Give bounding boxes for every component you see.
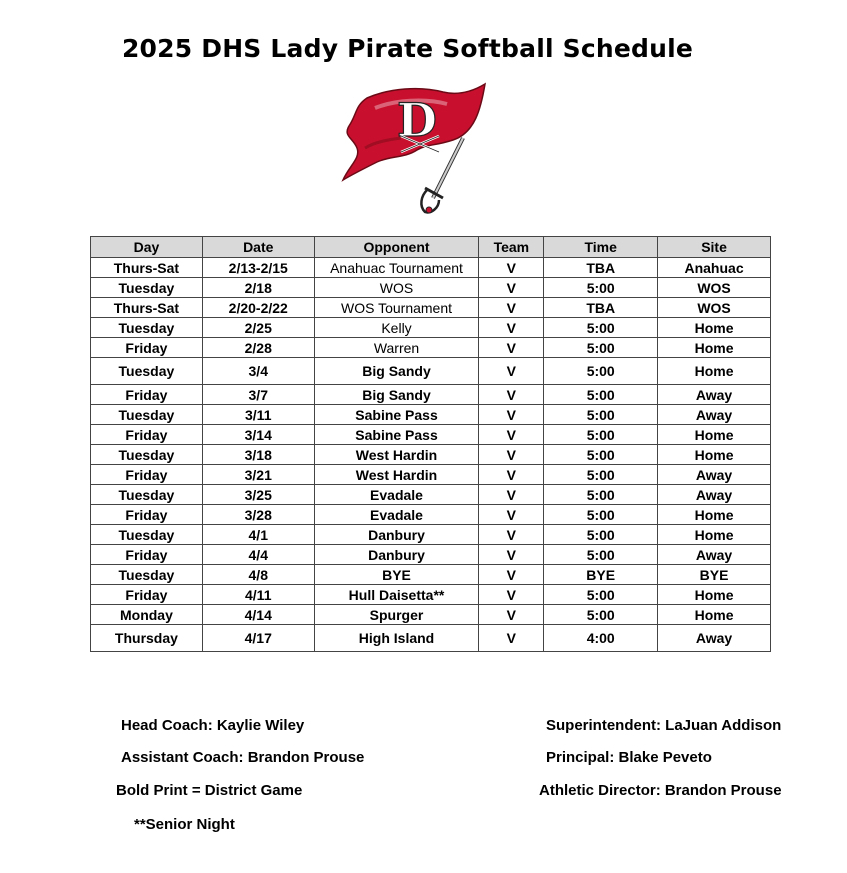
cell-day: Thurs-Sat bbox=[91, 258, 203, 278]
table-row bbox=[91, 405, 771, 425]
cell-site: Anahuac bbox=[658, 258, 771, 278]
table-row bbox=[91, 505, 771, 525]
cell-site: Home bbox=[658, 525, 771, 545]
flag-letter: D bbox=[397, 93, 437, 147]
cell-opponent: Danbury bbox=[314, 525, 479, 545]
cell-opponent: BYE bbox=[314, 565, 479, 585]
cell-day: Tuesday bbox=[91, 525, 203, 545]
cell-date: 3/25 bbox=[202, 485, 314, 505]
table-row bbox=[91, 525, 771, 545]
cell-day: Friday bbox=[91, 585, 203, 605]
cell-time: BYE bbox=[544, 565, 658, 585]
cell-site: Away bbox=[658, 485, 771, 505]
cell-site: Home bbox=[658, 358, 771, 385]
cell-day: Tuesday bbox=[91, 565, 203, 585]
cell-opponent: Spurger bbox=[314, 605, 479, 625]
cell-opponent: Evadale bbox=[314, 505, 479, 525]
table-row bbox=[91, 605, 771, 625]
cell-team: V bbox=[479, 278, 544, 298]
cell-time: 4:00 bbox=[544, 625, 658, 652]
cell-team: V bbox=[479, 358, 544, 385]
cell-site: Away bbox=[658, 625, 771, 652]
table-row bbox=[91, 545, 771, 565]
cell-time: 5:00 bbox=[544, 505, 658, 525]
cell-team: V bbox=[479, 485, 544, 505]
cell-time: 5:00 bbox=[544, 545, 658, 565]
cell-day: Tuesday bbox=[91, 445, 203, 465]
table-row bbox=[91, 318, 771, 338]
cell-date: 2/20-2/22 bbox=[202, 298, 314, 318]
cell-site: Away bbox=[658, 405, 771, 425]
cell-opponent: Evadale bbox=[314, 485, 479, 505]
cell-time: 5:00 bbox=[544, 405, 658, 425]
cell-site: Home bbox=[658, 318, 771, 338]
cell-date: 2/25 bbox=[202, 318, 314, 338]
head-coach: Head Coach: Kaylie Wiley bbox=[121, 717, 305, 734]
cell-team: V bbox=[479, 565, 544, 585]
cell-site: Home bbox=[658, 425, 771, 445]
cell-team: V bbox=[479, 445, 544, 465]
cell-team: V bbox=[479, 385, 544, 405]
cell-date: 3/14 bbox=[202, 425, 314, 445]
cell-site: Away bbox=[658, 385, 771, 405]
cell-team: V bbox=[479, 258, 544, 278]
cell-time: 5:00 bbox=[544, 585, 658, 605]
table-row bbox=[91, 465, 771, 485]
district-legend: Bold Print = District Game bbox=[116, 782, 303, 799]
cell-team: V bbox=[479, 585, 544, 605]
table-row bbox=[91, 565, 771, 585]
cell-opponent: West Hardin bbox=[314, 465, 479, 485]
cell-date: 4/4 bbox=[202, 545, 314, 565]
table-row bbox=[91, 338, 771, 358]
pirate-flag-logo bbox=[335, 78, 495, 218]
cell-team: V bbox=[479, 625, 544, 652]
header-opponent: Opponent bbox=[314, 237, 479, 258]
cell-day: Tuesday bbox=[91, 485, 203, 505]
cell-opponent: High Island bbox=[314, 625, 479, 652]
cell-day: Tuesday bbox=[91, 278, 203, 298]
cell-site: Home bbox=[658, 505, 771, 525]
cell-opponent: Sabine Pass bbox=[314, 425, 479, 445]
cell-team: V bbox=[479, 425, 544, 445]
cell-date: 2/13-2/15 bbox=[202, 258, 314, 278]
cell-time: TBA bbox=[544, 258, 658, 278]
cell-team: V bbox=[479, 525, 544, 545]
cell-date: 4/17 bbox=[202, 625, 314, 652]
table-row bbox=[91, 485, 771, 505]
cell-date: 2/18 bbox=[202, 278, 314, 298]
cell-time: 5:00 bbox=[544, 465, 658, 485]
cell-date: 3/4 bbox=[202, 358, 314, 385]
cell-site: WOS bbox=[658, 298, 771, 318]
cell-opponent: WOS bbox=[314, 278, 479, 298]
cell-day: Friday bbox=[91, 425, 203, 445]
cell-team: V bbox=[479, 298, 544, 318]
athletic-director: Athletic Director: Brandon Prouse bbox=[539, 782, 782, 799]
cell-team: V bbox=[479, 505, 544, 525]
cell-site: Home bbox=[658, 605, 771, 625]
cell-team: V bbox=[479, 405, 544, 425]
cell-time: 5:00 bbox=[544, 358, 658, 385]
cell-time: 5:00 bbox=[544, 445, 658, 465]
cell-time: 5:00 bbox=[544, 278, 658, 298]
cell-day: Tuesday bbox=[91, 318, 203, 338]
cell-team: V bbox=[479, 338, 544, 358]
superintendent: Superintendent: LaJuan Addison bbox=[546, 717, 782, 734]
table-row bbox=[91, 585, 771, 605]
cell-day: Friday bbox=[91, 385, 203, 405]
cell-opponent: Kelly bbox=[314, 318, 479, 338]
cell-day: Tuesday bbox=[91, 358, 203, 385]
cell-day: Friday bbox=[91, 505, 203, 525]
cell-time: TBA bbox=[544, 298, 658, 318]
table-row bbox=[91, 425, 771, 445]
senior-night-note: **Senior Night bbox=[134, 816, 235, 833]
cell-opponent: Big Sandy bbox=[314, 358, 479, 385]
header-site: Site bbox=[658, 237, 771, 258]
cell-day: Thurs-Sat bbox=[91, 298, 203, 318]
cell-time: 5:00 bbox=[544, 385, 658, 405]
cell-site: Away bbox=[658, 465, 771, 485]
cell-date: 4/8 bbox=[202, 565, 314, 585]
cell-time: 5:00 bbox=[544, 485, 658, 505]
schedule-table bbox=[90, 236, 771, 652]
header-team: Team bbox=[479, 237, 544, 258]
assistant-coach: Assistant Coach: Brandon Prouse bbox=[121, 749, 365, 766]
cell-time: 5:00 bbox=[544, 318, 658, 338]
cell-team: V bbox=[479, 545, 544, 565]
table-row bbox=[91, 358, 771, 385]
cell-date: 4/11 bbox=[202, 585, 314, 605]
cell-site: Away bbox=[658, 545, 771, 565]
cell-day: Tuesday bbox=[91, 405, 203, 425]
cell-opponent: West Hardin bbox=[314, 445, 479, 465]
cell-site: BYE bbox=[658, 565, 771, 585]
table-header-row bbox=[91, 237, 771, 258]
cell-opponent: Danbury bbox=[314, 545, 479, 565]
table-row bbox=[91, 298, 771, 318]
cell-date: 2/28 bbox=[202, 338, 314, 358]
cell-opponent: WOS Tournament bbox=[314, 298, 479, 318]
cell-opponent: Big Sandy bbox=[314, 385, 479, 405]
header-day: Day bbox=[91, 237, 203, 258]
page-title: 2025 DHS Lady Pirate Softball Schedule bbox=[121, 34, 694, 63]
principal: Principal: Blake Peveto bbox=[546, 749, 712, 766]
cell-time: 5:00 bbox=[544, 425, 658, 445]
cell-date: 4/1 bbox=[202, 525, 314, 545]
table-row bbox=[91, 625, 771, 652]
header-date: Date bbox=[202, 237, 314, 258]
table-row bbox=[91, 385, 771, 405]
table-row bbox=[91, 445, 771, 465]
cell-date: 3/7 bbox=[202, 385, 314, 405]
table-row bbox=[91, 258, 771, 278]
cell-day: Monday bbox=[91, 605, 203, 625]
cell-day: Friday bbox=[91, 465, 203, 485]
cell-team: V bbox=[479, 605, 544, 625]
cell-day: Friday bbox=[91, 338, 203, 358]
cell-date: 3/18 bbox=[202, 445, 314, 465]
cell-team: V bbox=[479, 318, 544, 338]
cell-site: WOS bbox=[658, 278, 771, 298]
cell-date: 3/11 bbox=[202, 405, 314, 425]
cell-day: Thursday bbox=[91, 625, 203, 652]
cell-site: Home bbox=[658, 445, 771, 465]
cell-day: Friday bbox=[91, 545, 203, 565]
cell-opponent: Hull Daisetta** bbox=[314, 585, 479, 605]
cell-time: 5:00 bbox=[544, 605, 658, 625]
cell-date: 4/14 bbox=[202, 605, 314, 625]
cell-opponent: Anahuac Tournament bbox=[314, 258, 479, 278]
cell-time: 5:00 bbox=[544, 338, 658, 358]
cell-site: Home bbox=[658, 585, 771, 605]
cell-opponent: Warren bbox=[314, 338, 479, 358]
cell-time: 5:00 bbox=[544, 525, 658, 545]
header-time: Time bbox=[544, 237, 658, 258]
cell-opponent: Sabine Pass bbox=[314, 405, 479, 425]
cell-date: 3/21 bbox=[202, 465, 314, 485]
cell-date: 3/28 bbox=[202, 505, 314, 525]
cell-team: V bbox=[479, 465, 544, 485]
table-row bbox=[91, 278, 771, 298]
cell-site: Home bbox=[658, 338, 771, 358]
